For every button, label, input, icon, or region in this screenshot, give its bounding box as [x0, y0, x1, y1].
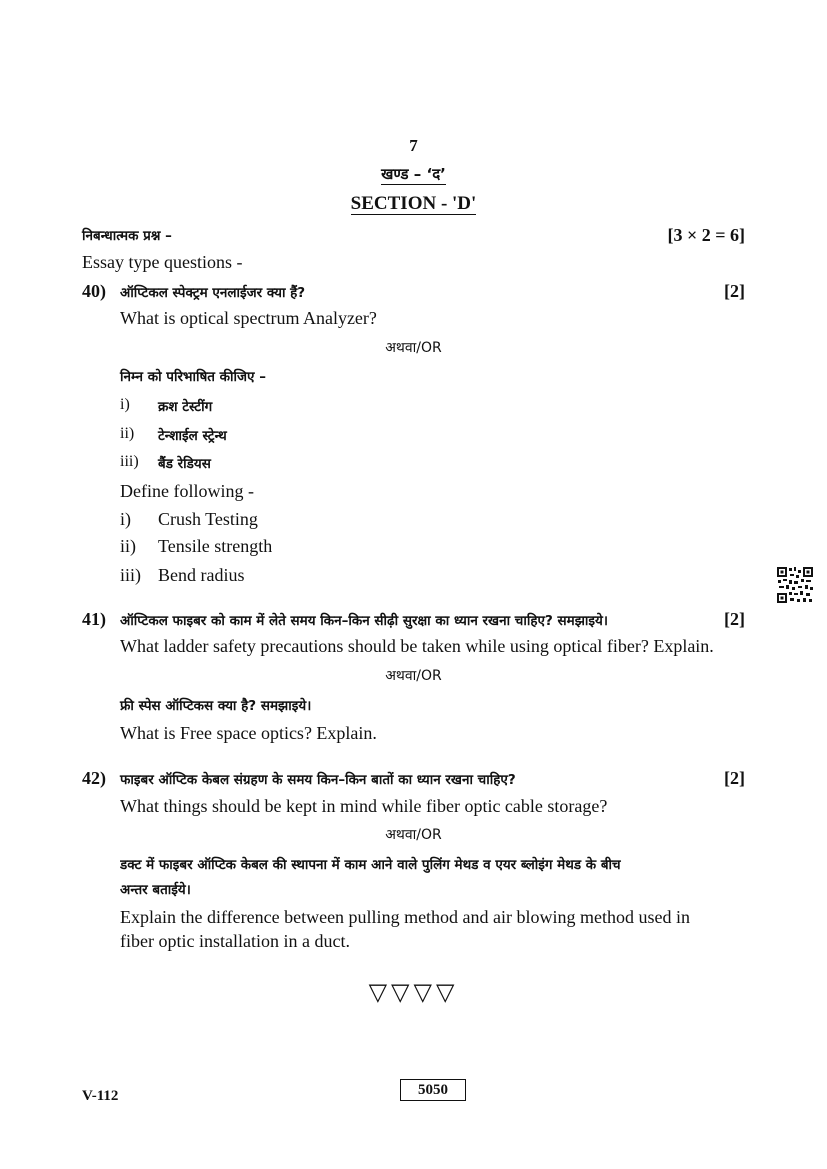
or-separator: अथवा/OR	[385, 340, 442, 356]
question-40-alt-hindi: निम्न को परिभाषित कीजिए –	[120, 369, 266, 385]
question-40-english: What is optical spectrum Analyzer?	[120, 308, 377, 328]
list-item-number: iii)	[120, 565, 141, 585]
or-separator: अथवा/OR	[385, 668, 442, 684]
section-marks: [3 × 2 = 6]	[667, 225, 745, 245]
paper-number-box: 5050	[400, 1079, 466, 1101]
question-40-hindi: ऑप्टिकल स्पेक्ट्रम एनलाईजर क्या हैं?	[120, 285, 306, 301]
question-42-english: What things should be kept in mind while fiber optic cable storage?	[120, 796, 608, 816]
list-item: टेन्शाईल स्ट्रेन्थ	[158, 428, 227, 444]
instructions-english: Essay type questions -	[82, 252, 243, 272]
question-41-marks: [2]	[724, 609, 745, 629]
question-41-alt-hindi: फ्री स्पेस ऑप्टिकस क्या है? समझाइये।	[120, 698, 312, 714]
list-item-number: iii)	[120, 453, 139, 470]
question-42-alt-hindi-line1: डक्ट में फाइबर ऑप्टिक केबल की स्थापना में काम आने वाले पुलिंग मेथड व एयर ब्लोइंग मेथड के बीच	[120, 857, 621, 873]
list-item-number: i)	[120, 509, 131, 529]
qr-code-icon	[776, 566, 814, 604]
list-item: Tensile strength	[158, 536, 273, 556]
section-title-hindi: खण्ड – ‘द’	[381, 165, 446, 183]
question-number: 42)	[82, 768, 106, 788]
list-item-number: ii)	[120, 536, 136, 556]
instructions-hindi: निबन्धात्मक प्रश्न –	[82, 228, 172, 244]
page-number: 7	[409, 136, 418, 155]
question-40-marks: [2]	[724, 281, 745, 301]
list-item: Crush Testing	[158, 509, 258, 529]
question-42-alt-english-line1: Explain the difference between pulling method and air blowing method used in	[120, 907, 691, 927]
end-of-paper-mark: ▽▽▽▽	[368, 980, 459, 1006]
question-number: 40)	[82, 281, 106, 301]
question-42-hindi: फाइबर ऑप्टिक केबल संग्रहण के समय किन–किन बातों का ध्यान रखना चाहिए?	[120, 772, 516, 788]
question-number: 41)	[82, 609, 106, 629]
question-42-marks: [2]	[724, 768, 745, 788]
list-item-number: ii)	[120, 425, 135, 442]
list-item: Bend radius	[158, 565, 245, 585]
question-42-alt-hindi-line2: अन्तर बताईये।	[120, 882, 191, 898]
question-41-english: What ladder safety precautions should be taken while using optical fiber? Explain.	[120, 636, 714, 656]
or-separator: अथवा/OR	[385, 827, 442, 843]
question-42-alt-english-line2: fiber optic installation in a duct.	[120, 931, 350, 951]
list-item-number: i)	[120, 396, 130, 413]
question-40-alt-english: Define following -	[120, 481, 254, 501]
list-item: क्रश टेस्टींग	[158, 399, 213, 415]
question-41-alt-english: What is Free space optics? Explain.	[120, 723, 377, 743]
paper-code: V-112	[82, 1088, 119, 1104]
section-title-english: SECTION - 'D'	[350, 193, 477, 214]
list-item: बैंड रेडियस	[158, 456, 211, 472]
question-41-hindi: ऑप्टिकल फाइबर को काम में लेते समय किन–किन सीढ़ी सुरक्षा का ध्यान रखना चाहिए? समझाइये।	[120, 613, 608, 629]
